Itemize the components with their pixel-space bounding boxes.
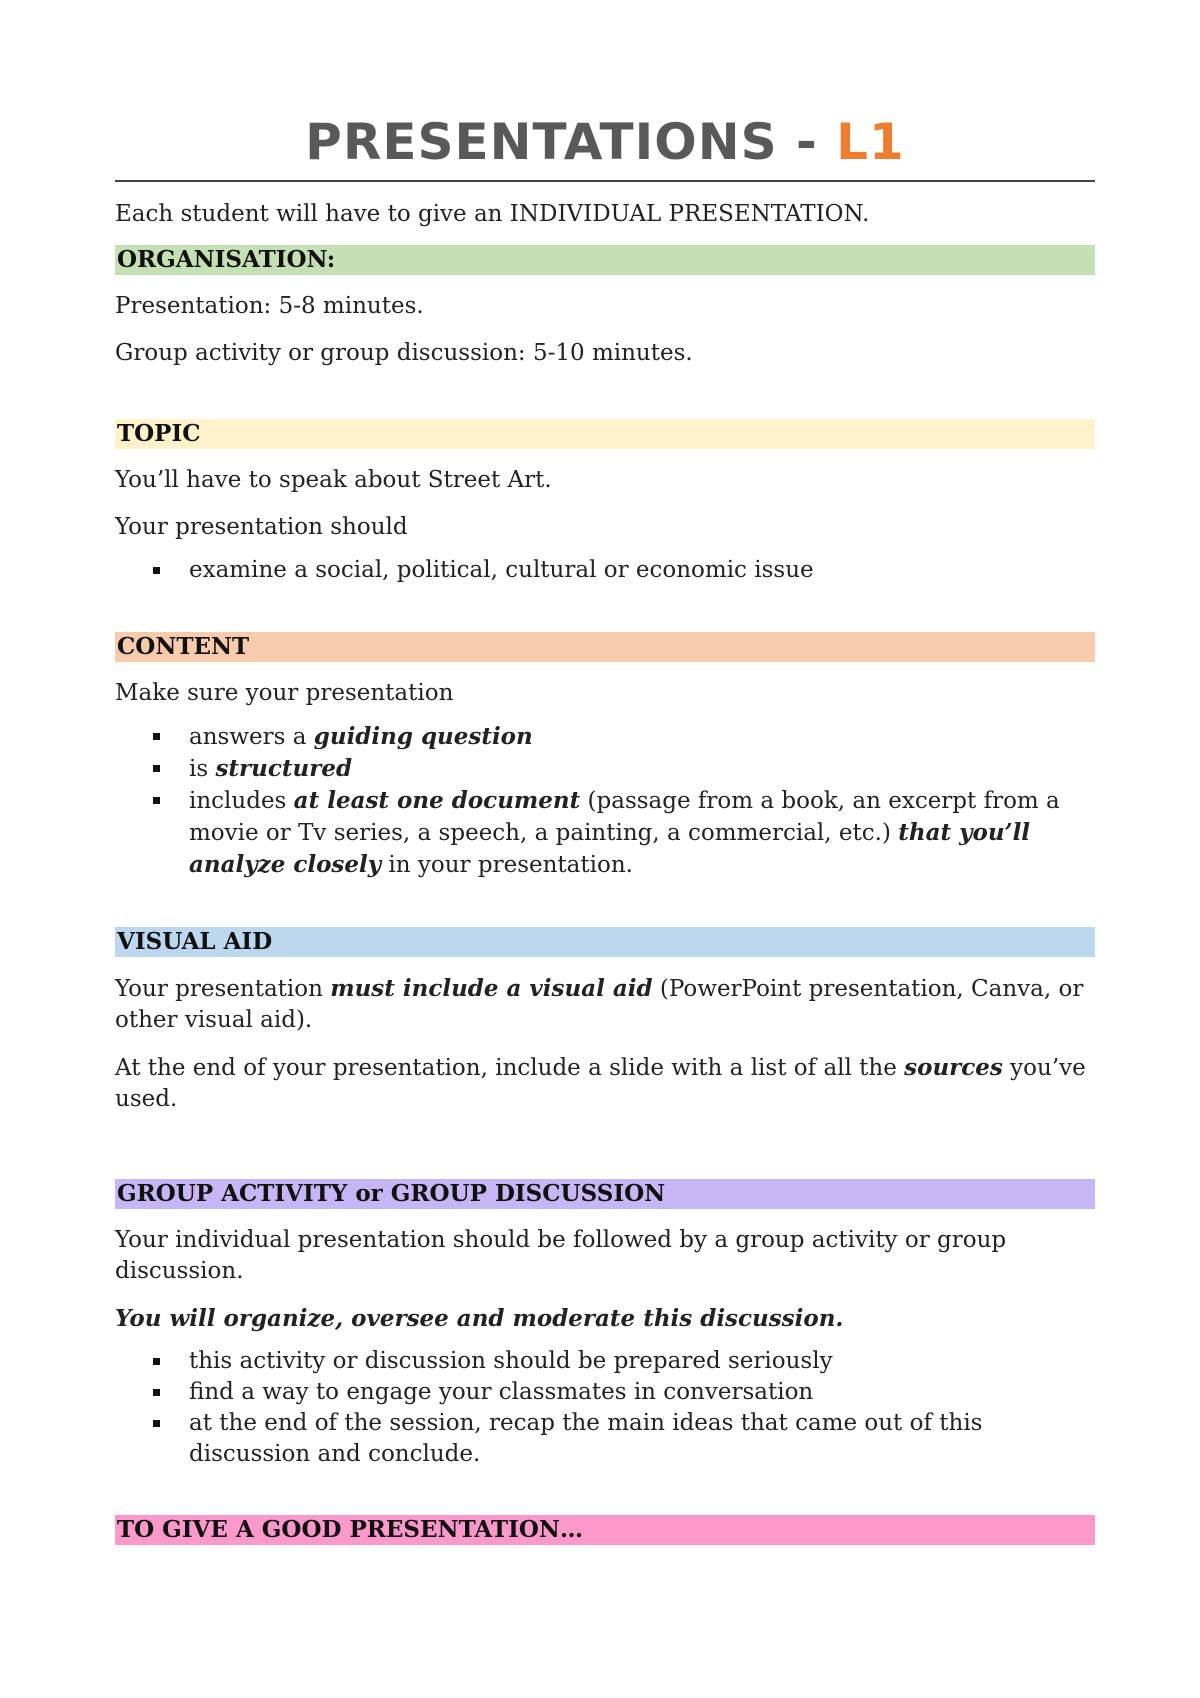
title-divider xyxy=(115,180,1095,182)
section-heading-group-activity: GROUP ACTIVITY or GROUP DISCUSSION xyxy=(115,1179,1095,1209)
list-item: at the end of the session, recap the main ideas that came out of this discussion and conclude. xyxy=(115,1408,1095,1470)
visual-aid-paragraph: Your presentation must include a visual aid (PowerPoint presentation, Canva, or other visual aid). xyxy=(115,975,1084,1033)
square-bullet-icon xyxy=(153,765,160,772)
group-emphasis: You will organize, oversee and moderate this discussion. xyxy=(115,1305,844,1332)
group-paragraph: Your individual presentation should be followed by a group activity or group discussion. xyxy=(115,1227,1007,1284)
document-page xyxy=(115,0,1095,1545)
square-bullet-icon xyxy=(153,1389,160,1396)
section-heading-visual-aid: VISUAL AID xyxy=(115,927,1095,957)
list-item: includes at least one document (passage from a book, an excerpt from a movie or Tv series, a speech, a painting, a commercial, etc.) that you’ll analyze closely in your presentation. xyxy=(115,785,1095,881)
intro-text: Each student will have to give an INDIVIDUAL PRESENTATION. xyxy=(115,201,870,227)
square-bullet-icon xyxy=(153,1358,160,1365)
list-item: answers a guiding question xyxy=(115,721,1095,753)
title-main: PRESENTATIONS - xyxy=(305,113,837,171)
list-item: examine a social, political, cultural or economic issue xyxy=(115,555,1095,586)
topic-list xyxy=(115,555,1095,586)
content-intro: Make sure your presentation xyxy=(115,680,454,706)
list-item: is structured xyxy=(115,753,1095,785)
group-list xyxy=(115,1346,1095,1470)
content-list xyxy=(115,721,1095,881)
square-bullet-icon xyxy=(153,567,160,574)
topic-line: You’ll have to speak about Street Art. xyxy=(115,467,552,493)
section-heading-topic: TOPIC xyxy=(115,419,1095,449)
list-item: find a way to engage your classmates in conversation xyxy=(115,1377,1095,1408)
section-heading-content: CONTENT xyxy=(115,632,1095,662)
list-item: this activity or discussion should be prepared seriously xyxy=(115,1346,1095,1377)
square-bullet-icon xyxy=(153,1420,160,1427)
organisation-line: Group activity or group discussion: 5-10 minutes. xyxy=(115,340,693,366)
section-heading-good-presentation: TO GIVE A GOOD PRESENTATION… xyxy=(115,1515,1095,1545)
visual-aid-paragraph: At the end of your presentation, include a slide with a list of all the sources you’ve used. xyxy=(115,1054,1086,1112)
organisation-line: Presentation: 5-8 minutes. xyxy=(115,293,424,319)
topic-line: Your presentation should xyxy=(115,514,408,540)
title-level: L1 xyxy=(836,113,905,171)
square-bullet-icon xyxy=(153,733,160,740)
square-bullet-icon xyxy=(153,797,160,804)
page-title xyxy=(115,112,1095,172)
section-heading-organisation: ORGANISATION: xyxy=(115,245,1095,275)
